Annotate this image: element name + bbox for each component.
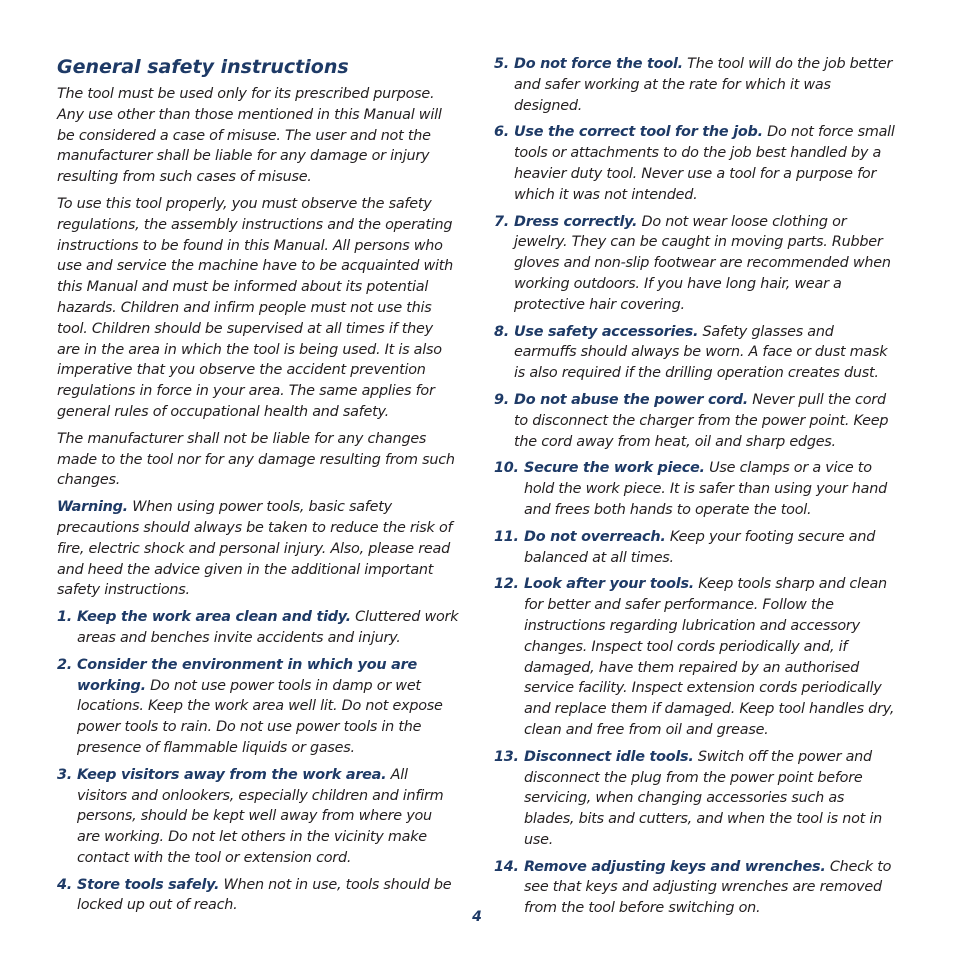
left-column	[57, 54, 459, 922]
safety-item-6	[494, 122, 898, 205]
warning-label: Warning.	[57, 499, 128, 516]
item-title: Look after your tools.	[524, 576, 694, 593]
item-number: 13.	[494, 748, 519, 765]
item-number: 6.	[494, 124, 509, 141]
item-title: Do not abuse the power cord.	[514, 391, 748, 408]
usage-paragraph: To use this tool properly, you must observe the safety regulations, the assembly instructions and the operating instructions to be found in this Manual. All persons who use and service the machine have to be acquainted with this Manual and must be informed about its potential hazards. Children and infirm people must not use this tool. Children should be supervised at all times if they are in the area in which the tool is being used. It is also imperative that you observe the accident prevention regulations in force in your area. The same applies for general rules of occupational health and safety.	[57, 195, 454, 420]
item-number: 4.	[57, 876, 72, 893]
item-number: 12.	[494, 576, 519, 593]
safety-item-9	[494, 390, 898, 452]
item-text: Safety glasses and earmuffs should always be worn. A face or dust mask is also required if the drilling operation creates dust.	[514, 323, 888, 382]
section-heading: General safety instructions	[57, 56, 349, 78]
item-text: Switch off the power and disconnect the plug from the power point before servicing, when changing accessories such as blades, bits and cutters, and when the tool is not in use.	[524, 748, 882, 848]
item-number: 1.	[57, 609, 72, 626]
item-text: The tool will do the job better and safer working at the rate for which it was designed.	[514, 56, 893, 114]
item-text: All visitors and onlookers, especially children and infirm persons, should be kept well away from where you are working. Do not let others in the vicinity make contact with the tool or extension cord.	[77, 766, 444, 866]
item-title: Keep visitors away from the work area.	[77, 766, 387, 783]
item-title: Use safety accessories.	[514, 323, 699, 340]
safety-item-12	[494, 574, 898, 740]
safety-item-11	[494, 527, 898, 569]
safety-item-13	[494, 747, 898, 851]
item-text: Do not use power tools in damp or wet locations. Keep the work area well lit. Do not expose power tools to rain. Do not use power tools in the presence of flammable liquids or gases.	[77, 677, 443, 756]
item-number: 2.	[57, 656, 72, 673]
safety-item-4	[57, 875, 459, 917]
item-title: Do not overreach.	[524, 528, 666, 545]
item-text: Keep your footing secure and balanced at all times.	[524, 528, 876, 566]
item-title: Store tools safely.	[77, 876, 220, 893]
item-title: Dress correctly.	[514, 213, 638, 230]
item-title: Use the correct tool for the job.	[514, 124, 763, 141]
item-title: Consider the environment in which you are working.	[77, 656, 417, 694]
item-text: Never pull the cord to disconnect the charger from the power point. Keep the cord away from heat, oil and sharp edges.	[514, 391, 889, 450]
item-text: Keep tools sharp and clean for better and safer performance. Follow the instructions regarding lubrication and accessory changes. Inspect tool cords periodically and, if damaged, have them repaired by an authorised service facility. Inspect extension cords periodically and replace them if damaged. Keep tool handles dry, clean and free from oil and grease.	[524, 576, 895, 738]
safety-item-5	[494, 54, 898, 116]
safety-item-3	[57, 765, 459, 869]
item-number: 7.	[494, 213, 509, 230]
safety-item-8	[494, 322, 898, 384]
item-number: 10.	[494, 460, 519, 477]
item-text: Cluttered work areas and benches invite accidents and injury.	[77, 609, 459, 646]
item-title: Do not force the tool.	[514, 56, 683, 72]
item-number: 9.	[494, 391, 509, 408]
page-number: 4	[472, 909, 482, 925]
safety-item-7	[494, 212, 898, 316]
item-number: 8.	[494, 323, 509, 340]
item-text: Use clamps or a vice to hold the work piece. It is safer than using your hand and frees both hands to operate the tool.	[524, 460, 887, 518]
safety-item-1	[57, 607, 459, 649]
item-text: Do not wear loose clothing or jewelry. They can be caught in moving parts. Rubber gloves and non-slip footwear are recommended when working outdoors. If you have long hair, wear a protective hair covering.	[514, 213, 891, 313]
safety-item-10	[494, 458, 898, 520]
liability-paragraph: The manufacturer shall not be liable for any changes made to the tool nor for any damage resulting from such changes.	[57, 430, 455, 489]
intro-paragraph: The tool must be used only for its prescribed purpose. Any use other than those mentioned in this Manual will be considered a case of misuse. The user and not the manufacturer shall be liable for any damage or injury resulting from such cases of misuse.	[57, 86, 442, 186]
item-title: Secure the work piece.	[524, 460, 705, 477]
right-column	[494, 54, 898, 925]
warning-paragraph	[57, 497, 459, 601]
warning-text: When using power tools, basic safety precautions should always be taken to reduce the risk of fire, electric shock and personal injury. Also, please read and heed the advice given in the additional important safety instructions.	[57, 499, 453, 599]
item-number: 11.	[494, 528, 519, 545]
item-text: Do not force small tools or attachments to do the job best handled by a heavier duty tool. Never use a tool for a purpose for which it was not intended.	[514, 124, 895, 203]
item-title: Disconnect idle tools.	[524, 748, 694, 765]
item-number: 3.	[57, 766, 72, 783]
item-number: 14.	[494, 858, 519, 875]
safety-item-2	[57, 655, 459, 759]
item-title: Remove adjusting keys and wrenches.	[524, 858, 826, 875]
safety-item-14	[494, 857, 898, 919]
item-title: Keep the work area clean and tidy.	[77, 609, 351, 626]
item-number: 5.	[494, 56, 509, 72]
item-text: When not in use, tools should be locked up out of reach.	[77, 876, 452, 914]
item-text: Check to see that keys and adjusting wrenches are removed from the tool before switching on.	[524, 858, 892, 917]
